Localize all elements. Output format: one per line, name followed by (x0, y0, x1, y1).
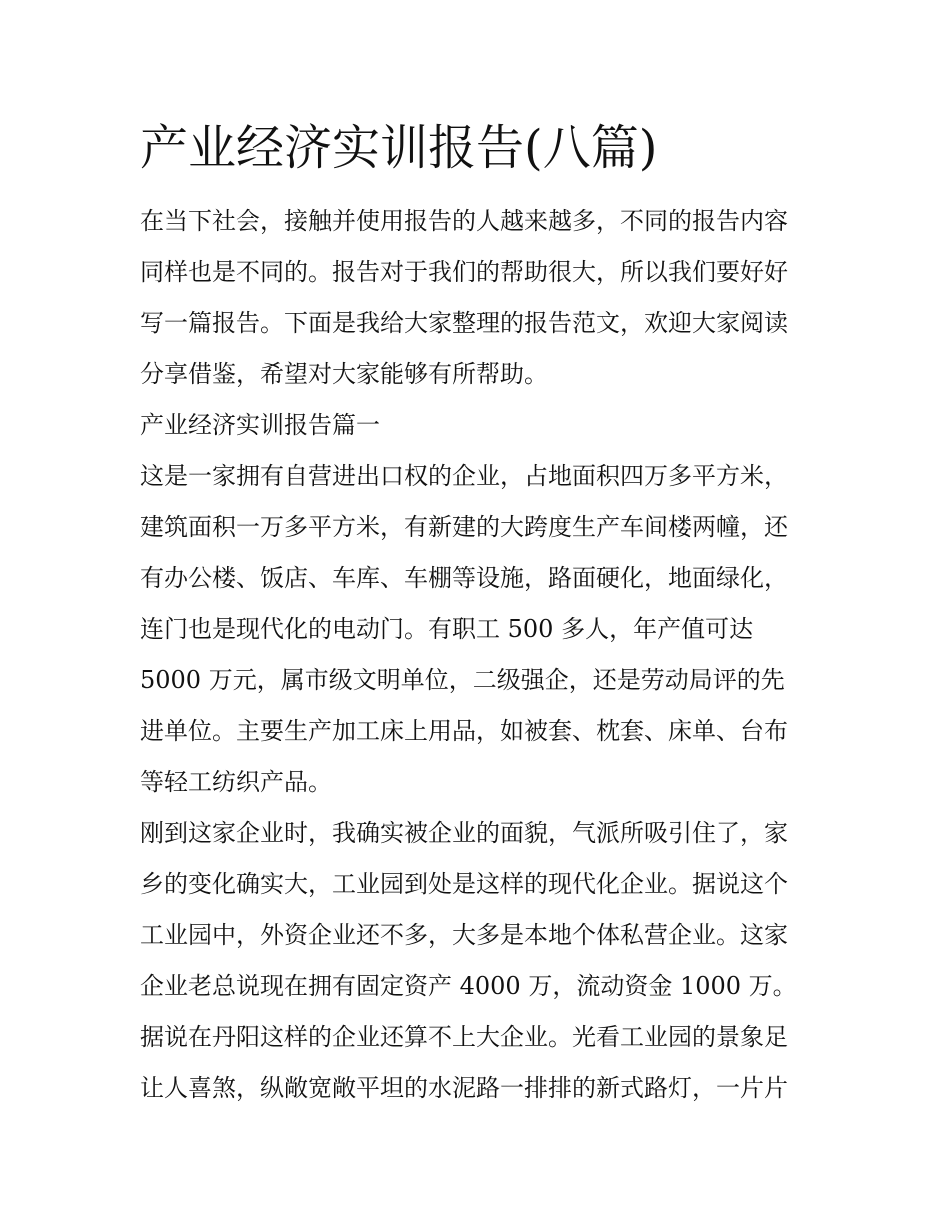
text-line: 5000 万元，属市级文明单位，二级强企，还是劳动局评的先 (140, 666, 785, 694)
document-body (140, 196, 820, 1114)
text-line: 企业老总说现在拥有固定资产 4000 万，流动资金 1000 万。 (140, 972, 797, 1000)
text-line: 据说在丹阳这样的企业还算不上大企业。光看工业园的景象足 (140, 1023, 788, 1051)
text-line: 在当下社会，接触并使用报告的人越来越多，不同的报告内容 (140, 207, 788, 235)
text-line: 刚到这家企业时，我确实被企业的面貌，气派所吸引住了，家 (140, 819, 788, 847)
text-line: 同样也是不同的。报告对于我们的帮助很大，所以我们要好好 (140, 258, 788, 286)
text-line: 写一篇报告。下面是我给大家整理的报告范文，欢迎大家阅读 (140, 309, 788, 337)
text-line: 等轻工纺织产品。 (140, 768, 332, 796)
text-line: 分享借鉴，希望对大家能够有所帮助。 (140, 360, 548, 388)
text-line: 有办公楼、饭店、车库、车棚等设施，路面硬化，地面绿化， (140, 564, 788, 592)
text-line: 这是一家拥有自营进出口权的企业，占地面积四万多平方米， (140, 462, 788, 490)
text-line: 乡的变化确实大，工业园到处是这样的现代化企业。据说这个 (140, 870, 788, 898)
text-line: 连门也是现代化的电动门。有职工 500 多人，年产值可达 (140, 615, 754, 643)
section-heading: 产业经济实训报告篇一 (140, 411, 380, 439)
text-line: 建筑面积一万多平方米，有新建的大跨度生产车间楼两幢，还 (140, 513, 788, 541)
text-line: 工业园中，外资企业还不多，大多是本地个体私营企业。这家 (140, 921, 788, 949)
text-line: 让人喜煞，纵敞宽敞平坦的水泥路一排排的新式路灯，一片片 (140, 1074, 788, 1102)
text-line: 进单位。主要生产加工床上用品，如被套、枕套、床单、台布 (140, 717, 788, 745)
document-title: 产业经济实训报告(八篇) (140, 120, 658, 176)
